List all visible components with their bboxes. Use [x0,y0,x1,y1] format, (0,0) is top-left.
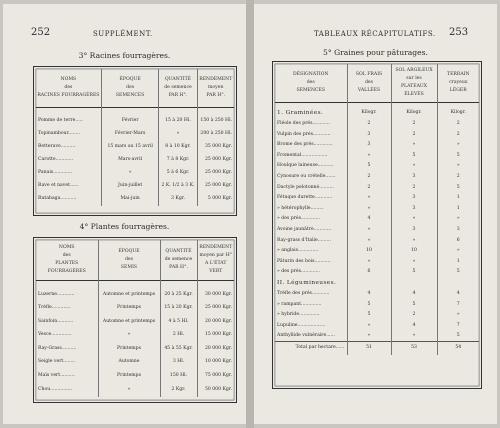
table-cell: » rampant.............. [277,301,322,307]
table-cell: Sainfoin........... [38,318,74,324]
table-cell: » [347,321,391,332]
table-cell: 3 [391,172,437,183]
table-row [275,140,479,151]
spacer-row [36,280,234,288]
section-title-graines: 5° Graines pour pâturages. [323,48,428,57]
table-row [275,193,479,204]
table-cell: » [347,225,391,236]
table-cell: Anthyllide vulnéraire...... [277,333,335,339]
spacer-cell [101,107,159,115]
table-cell: 15 000 Kgr. [197,329,234,343]
book-gutter [246,0,254,428]
empty-cell [391,278,437,289]
table-cell: Cynosure ou crételle....... [277,173,336,179]
table-row [275,204,479,215]
table-cell: » des prés............. [277,216,320,222]
category-row [275,108,479,119]
table-cell: 2 K. 1/2 à 3 K. [159,180,197,193]
table-cell: 2 [391,183,437,194]
table-cell: Pomme de terre..... [38,118,83,124]
column-header-line: SEMENCES [115,92,145,98]
table-cell: 10 000 Kgr. [197,356,234,370]
table-row [36,302,234,316]
table-cell: 35 000 Kgr. [197,141,234,154]
table-cell: Luzerne............ [38,291,75,297]
total-cell: 51 [347,342,391,355]
table-cell: 7 à 8 Kgr. [159,154,197,167]
column-header-line: de semence [164,84,192,90]
table-cell: Dactyle pelotonné.......... [277,184,334,190]
total-cell: 53 [391,342,437,355]
column-header-line: PLANTES FOURRAGÈRES [47,260,86,274]
table-row [275,321,479,332]
table-cell: 25 000 Kgr. [197,154,234,167]
table-cell: » [437,246,479,257]
table-cell: 20 000 Kgr. [197,342,234,356]
column-header-line: PLATEAUX ÉLEVÉS [400,83,428,97]
table-cell: Rave et navet...... [38,183,79,189]
column-header-line: des [64,84,73,90]
table-row [36,288,234,302]
table-cell: » [98,329,160,343]
table-cell: 3 [347,130,391,141]
table-cell: » [101,167,159,180]
table-cell: 75 000 Kgr. [197,370,234,384]
table-cell: Brome des prés............. [277,142,333,148]
table-cell: 4 [391,289,437,300]
table-cell: 5 [347,161,391,172]
spacer-cell [36,107,101,115]
table-cell: 2 [437,130,479,141]
table-cell: Automne et printemps [98,288,160,302]
table-row [275,214,479,225]
column-header-line: SOL FRAIS [355,72,383,78]
running-head: TABLEAUX RÉCAPITULATIFS. [314,30,436,38]
table-cell: 15 mars au 15 avril [101,141,159,154]
column-header [160,240,197,280]
column-header [347,64,391,102]
table-cell: Fétuque durette............ [277,195,333,201]
table-row [275,119,479,130]
table-row [36,167,234,180]
table-cell: » [391,331,437,342]
table-cell: Juin-juillet [101,180,159,193]
table-cell: Trèfle des prés............ [277,290,330,296]
spacer-cell [197,280,234,288]
table-cell: 2 [391,310,437,321]
column-header-line: SEMENCES [296,87,326,93]
table-cell: 25 000 Kgr. [197,167,234,180]
table-cell: 2 Hl. [160,329,197,343]
table-cell: 7 [437,300,479,311]
table-cell: Mai-juin [101,193,159,206]
table-cell: » [347,236,391,247]
table-cell: Lupuline................... [277,322,326,328]
table-cell: 2 [347,119,391,130]
table-cell: Automne [98,356,160,370]
table-cell: 25 000 Kgr. [197,180,234,193]
table-cell: Houlque laineuse........... [277,163,334,169]
table-cell: Maïs vert.......... [38,373,75,379]
table-cell: 150 à 250 Hl. [197,115,234,128]
table-cell: 2 [391,130,437,141]
table-cell: 25 000 Kgr. [197,302,234,316]
table-cell: Pâturin des bois........... [277,258,331,264]
table-cell: » [391,161,437,172]
column-header-line: RACINES FOURRAGÈRES [37,92,100,98]
column-header-line: SEMIS [120,264,138,270]
table-row [275,183,479,194]
table-row [275,225,479,236]
column-header [36,69,101,107]
page-number: 252 [31,27,51,38]
spacer-cell [36,280,98,288]
table-row [275,257,479,268]
column-header [197,240,234,280]
table-cell: 1 [437,193,479,204]
table-cell: » [347,331,391,342]
table-cell: 1 [437,204,479,215]
table-cell: 45 à 55 Kgr. [160,342,197,356]
table-cell: Chou............... [38,386,73,392]
table-cell: 5 [391,300,437,311]
table-plantes [36,240,234,397]
table-row [275,151,479,162]
column-header-line: TERRAIN [447,72,470,78]
table-cell: 20 000 Kgr. [197,315,234,329]
table-row [36,115,234,128]
column-header-line: des [124,256,134,262]
column-header-line: ÉPOQUE [119,77,141,83]
table-cell: 30 000 Kgr. [197,288,234,302]
table-row [36,128,234,141]
column-header-line: DÉSIGNATION [293,72,329,78]
table-cell: » [347,257,391,268]
column-header-line: SOL ARGILEUX [395,68,433,74]
table-cell: » [391,257,437,268]
category-row [275,278,479,289]
table-cell: 5 [437,183,479,194]
table-row [275,267,479,278]
table-cell: » des prés............. [277,269,320,275]
spacer-row [36,107,234,115]
table-cell: Vulpin des prés............ [277,131,331,137]
table-cell: 3 [347,140,391,151]
page-number: 253 [449,27,469,38]
table-cell: Rutabaga........... [38,196,77,202]
table-cell: 4 [391,321,437,332]
column-header [159,69,197,107]
table-graines [275,64,479,355]
column-header-line: QUANTITÉ [164,77,192,83]
table-cell: » [159,128,197,141]
total-cell: 54 [437,342,479,355]
table-cell: 2 Kgr. [160,383,197,397]
table-cell: 2 [437,172,479,183]
right-page [254,4,497,424]
table-cell: Panais............. [38,170,73,176]
table-cell: » [347,151,391,162]
table-cell: 5 000 Kgr. [197,193,234,206]
table-row [36,370,234,384]
table-cell: 3 [437,225,479,236]
table-cell: » [347,193,391,204]
table-cell: 7 [437,321,479,332]
column-header [275,64,347,102]
table-cell: 5 [391,151,437,162]
table-cell: 3 [391,204,437,215]
table-row [36,356,234,370]
column-header-line: crayeux [449,79,468,85]
table-row [36,193,234,206]
column-header-line: LÉGER [449,87,467,93]
table-cell: Vesce.............. [38,332,72,338]
column-header-line: PAR H°. [169,264,188,270]
table-row [36,315,234,329]
table-cell: 3 [391,193,437,204]
table-row [275,246,479,257]
column-header-line: des [364,79,374,85]
table-cell: 150 Hl. [160,370,197,384]
table-row [275,130,479,141]
table-cell: » [391,140,437,151]
table-cell: » [391,214,437,225]
column-header [437,64,479,102]
empty-cell [347,278,391,289]
table-cell: 2 [437,119,479,130]
column-header-line: PAR H°. [168,92,188,98]
table-cell: 15 à 20 Hl. [159,115,197,128]
column-header-line: A L'ÉTAT VERT [205,260,227,274]
table-cell: Février [101,115,159,128]
table-cell: 6 [347,267,391,278]
table-cell: 2 [347,172,391,183]
table-row [275,300,479,311]
column-header-line: PAR H°. [206,92,226,98]
column-header [391,64,437,102]
column-header-line: RENDEMENT [199,245,233,251]
running-head: SUPPLÉMENT. [93,30,153,38]
table-cell: Printemps [98,342,160,356]
category-label: II. Légumineuses. [277,279,337,286]
column-header-line: des [126,84,135,90]
section-title-racines: 3° Racines fourragères. [78,51,171,60]
table-cell: 5 [391,267,437,278]
column-header-line: moyen par H° [199,252,232,258]
table-cell: Mars-avril [101,154,159,167]
table-cell: » hybride.............. [277,312,320,318]
table-cell: 3 Kgr. [159,193,197,206]
table-row [36,329,234,343]
table-cell: 4 [347,214,391,225]
table-cell: 3 Hl. [160,356,197,370]
table-cell: 5 [437,151,479,162]
table-cell: 50 000 Kgr. [197,383,234,397]
table-cell: » [391,236,437,247]
table-row [36,180,234,193]
table-cell: » [437,310,479,321]
table-row [275,161,479,172]
table-row [36,383,234,397]
column-header-line: de semence [164,256,193,262]
column-header [101,69,159,107]
column-header [197,69,234,107]
column-header-line: RENDEMENT [199,77,233,83]
table-cell: 1 [437,257,479,268]
column-header-line: VALLÉES [357,87,381,93]
column-header-line: NOMS [60,77,77,83]
empty-cell [437,278,479,289]
table-cell: Seigle vert........ [38,359,75,365]
table-row [275,310,479,321]
table-cell: » [347,204,391,215]
table-cell: 4 à 5 Hl. [160,315,197,329]
table-cell: 2 [391,119,437,130]
table-cell: 5 à 6 Kgr. [159,167,197,180]
table-row [36,141,234,154]
column-header [36,240,98,280]
table-cell: Carotte............ [38,157,74,163]
table-cell: 4 [347,289,391,300]
table-row [36,154,234,167]
column-header-line: NOMS [58,245,75,251]
table-row [275,331,479,342]
table-cell: 6 [437,236,479,247]
column-header-line: des [306,79,315,85]
table-cell: Betterave.......... [38,144,76,150]
table-cell: Topinambour........ [38,131,80,137]
left-page [3,4,246,424]
table-cell: 4 [437,289,479,300]
table-cell: Fléole des prés............ [277,121,331,126]
column-header-line: des [62,252,71,258]
unit-label: Kilogr. [347,108,391,119]
table-cell: Printemps [98,370,160,384]
table-row [36,342,234,356]
table-cell: » [437,140,479,151]
table-cell: 5 [347,310,391,321]
table-cell: 200 à 250 Hl. [197,128,234,141]
total-row [275,342,479,355]
table-cell: 2 [347,183,391,194]
column-header-line: ÉPOQUE [118,249,140,255]
unit-label: Kilogr. [391,108,437,119]
spacer-cell [159,107,197,115]
table-cell: 8 à 10 Kgr. [159,141,197,154]
column-header-line: moyen [208,84,224,90]
table-cell: 10 [347,246,391,257]
table-racines [36,69,234,206]
table-cell: 5 [437,267,479,278]
column-header-line: QUANTITÉ [165,249,192,255]
table-cell: Ray-grass d'Italie......... [277,237,331,243]
category-label: 1. Graminées. [277,109,324,116]
table-cell: 5 [347,300,391,311]
table-cell: 10 [391,246,437,257]
table-cell: 5 [437,331,479,342]
table-cell: Février-Mars [101,128,159,141]
table-cell: Printemps [98,302,160,316]
table-cell: Ray-Grass.......... [38,345,77,351]
table-row [275,236,479,247]
table-cell: 15 à 20 Kgr. [160,302,197,316]
spacer-cell [160,280,197,288]
table-cell: » [437,214,479,225]
unit-label: Kilogr. [437,108,479,119]
spacer-cell [197,107,234,115]
table-cell: » anglais.............. [277,248,319,254]
table-cell: 20 à 25 Kgr. [160,288,197,302]
section-title-plantes: 4° Plantes fourragères. [79,222,170,231]
table-cell: 3 [391,225,437,236]
table-cell: » hétérophylle......... [277,205,324,211]
table-cell: » [98,383,160,397]
table-row [275,172,479,183]
table-cell: » [437,161,479,172]
table-cell: Automne et printemps [98,315,160,329]
total-cell: Total par hectare...... [295,345,345,351]
table-cell: Avoine jaunâtre............ [277,226,332,232]
table-cell: Trèfle............. [38,305,71,311]
spacer-cell [98,280,160,288]
column-header [98,240,160,280]
column-header-line: sur les [406,75,422,81]
table-row [275,289,479,300]
table-cell: Fromental.................. [277,152,328,158]
